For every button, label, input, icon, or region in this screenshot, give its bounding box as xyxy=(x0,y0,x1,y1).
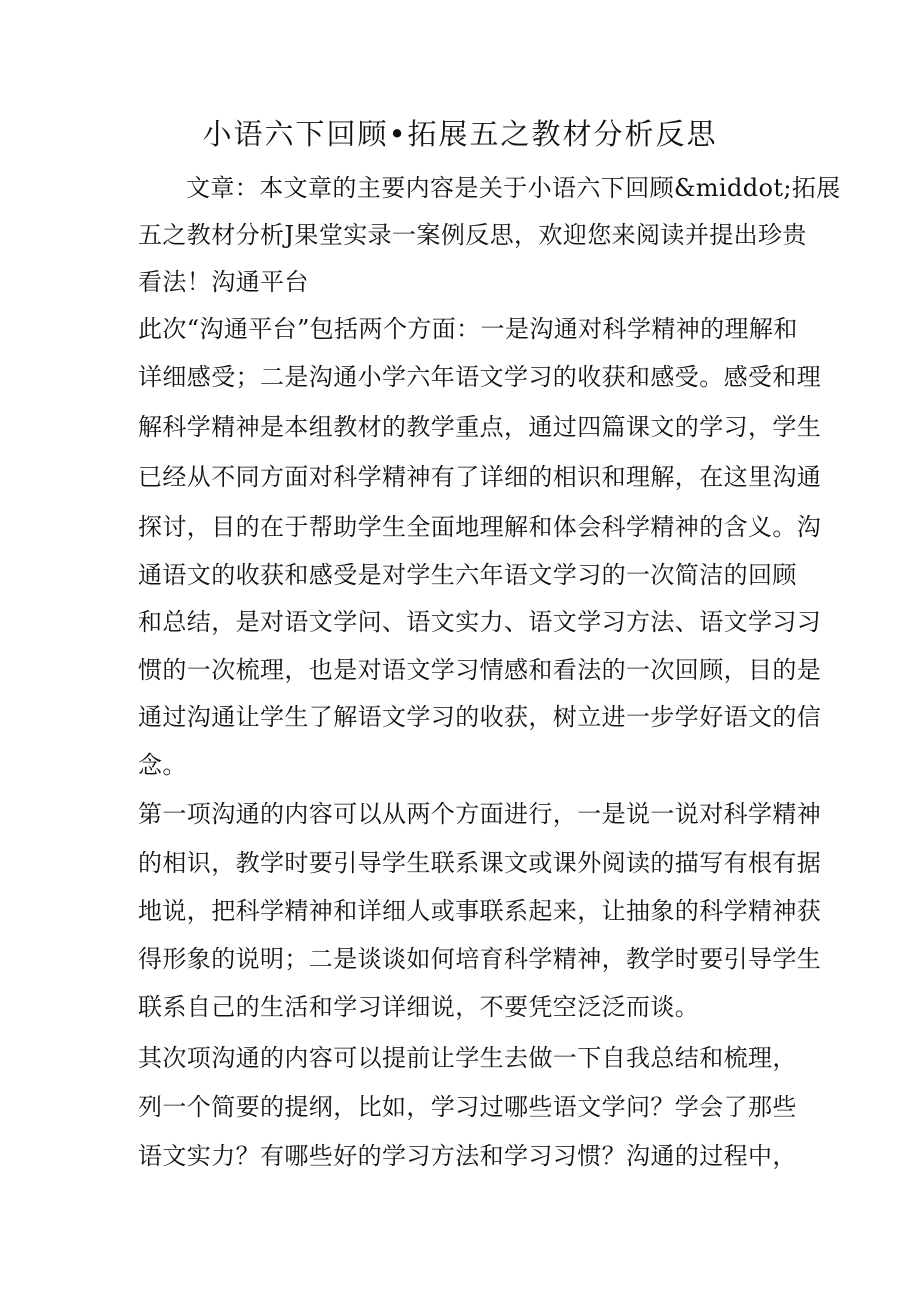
paragraph-line: 看法！沟通平台 xyxy=(138,268,309,296)
paragraph-line: 地说，把科学精神和详细人或事联系起来，让抽象的科学精神获 xyxy=(138,897,822,925)
paragraph-line: 语文实力？有哪些好的学习方法和学习习惯？沟通的过程中， xyxy=(138,1142,797,1170)
paragraph-line: 念。 xyxy=(138,751,187,779)
paragraph-line: 联系自己的生活和学习详细说，不要凭空泛泛而谈。 xyxy=(138,993,700,1021)
document-title: 小语六下回顾•拓展五之教材分析反思 xyxy=(202,117,718,151)
paragraph-line: 详细感受；二是沟通小学六年语文学习的收获和感受。感受和理 xyxy=(138,363,822,391)
paragraph-line: 解科学精神是本组教材的教学重点，通过四篇课文的学习，学生 xyxy=(138,413,822,441)
paragraph-line: 和总结，是对语文学问、语文实力、语文学习方法、语文学习习 xyxy=(138,608,822,636)
paragraph-line: 惯的一次梳理，也是对语文学习情感和看法的一次回顾，目的是 xyxy=(138,656,822,684)
paragraph-line: 此次“沟通平台”包括两个方面：一是沟通对科学精神的理解和 xyxy=(138,315,798,343)
paragraph-line: 的相识，教学时要引导学生联系课文或课外阅读的描写有根有据 xyxy=(138,849,822,877)
paragraph-line: 探讨，目的在于帮助学生全面地理解和体会科学精神的含义。沟 xyxy=(138,513,822,541)
paragraph-line: 通过沟通让学生了解语文学习的收获，树立进一步学好语文的信 xyxy=(138,703,822,731)
paragraph-line: 其次项沟通的内容可以提前让学生去做一下自我总结和梳理， xyxy=(138,1044,797,1072)
paragraph-line: 已经从不同方面对科学精神有了详细的相识和理解，在这里沟通 xyxy=(138,463,822,491)
paragraph-line: 文章：本文章的主要内容是关于小语六下回顾&middot;拓展 xyxy=(186,174,841,202)
paragraph-line: 第一项沟通的内容可以从两个方面进行，一是说一说对科学精神 xyxy=(138,800,822,828)
paragraph-line: 五之教材分析J果堂实录一案例反思，欢迎您来阅读并提出珍贵 xyxy=(138,221,807,249)
paragraph-line: 通语文的收获和感受是对学生六年语文学习的一次简洁的回顾 xyxy=(138,561,797,589)
paragraph-line: 得形象的说明；二是谈谈如何培育科学精神，教学时要引导学生 xyxy=(138,945,822,973)
paragraph-line: 列一个简要的提纲，比如，学习过哪些语文学问？学会了那些 xyxy=(138,1093,797,1121)
